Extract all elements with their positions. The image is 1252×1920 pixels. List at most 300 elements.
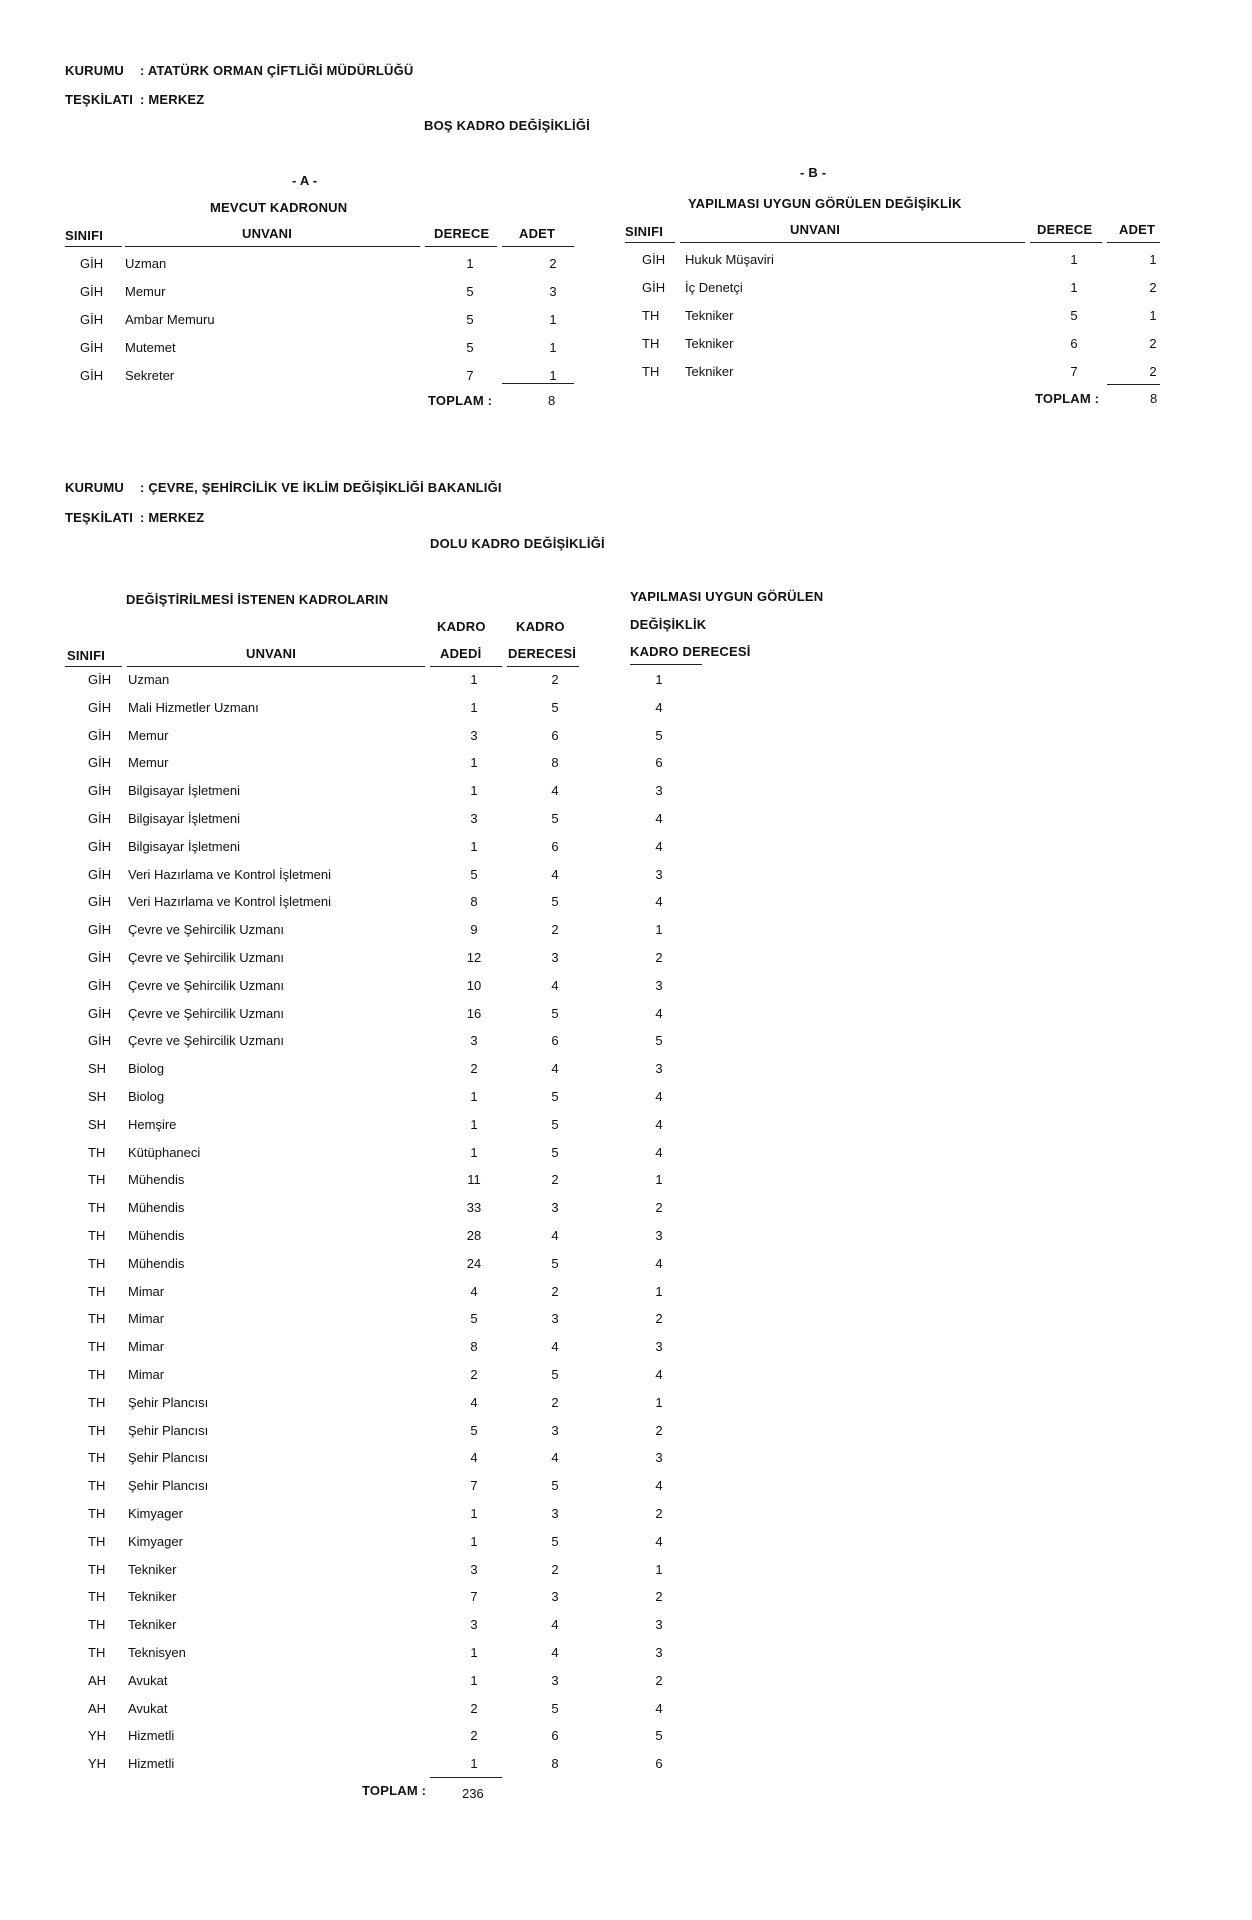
cell-kadro-adedi: 5 <box>470 1422 478 1438</box>
cell-yeni-derece: 4 <box>655 1700 663 1716</box>
cell-yeni-derece: 1 <box>655 1172 663 1188</box>
divider <box>680 242 1025 243</box>
cell-sinifi: GİH <box>88 1005 112 1021</box>
cell-yeni-derece: 1 <box>655 1394 663 1410</box>
cell-kadro-derecesi: 5 <box>551 1533 559 1549</box>
table-row <box>0 308 1200 328</box>
table-row <box>0 839 800 859</box>
table-row <box>0 1450 800 1470</box>
cell-kadro-adedi: 33 <box>466 1200 482 1216</box>
cell-unvani: Mimar <box>128 1339 165 1355</box>
table-b-marker: - B - <box>800 165 827 180</box>
cell-unvani: Hizmetli <box>128 1756 175 1772</box>
table-row <box>0 1562 800 1582</box>
teskilati-value: : MERKEZ <box>140 510 205 525</box>
cell-kadro-derecesi: 8 <box>551 1756 559 1772</box>
cell-kadro-adedi: 1 <box>470 672 478 687</box>
cell-kadro-derecesi: 5 <box>551 1144 559 1160</box>
cell-yeni-derece: 6 <box>655 755 663 771</box>
cell-unvani: Mimar <box>128 1367 165 1382</box>
teskilati-label: TEŞKİLATI <box>65 510 133 525</box>
table-row <box>0 1339 800 1359</box>
cell-unvani: Şehir Plancısı <box>128 1422 209 1438</box>
cell-unvani: Şehir Plancısı <box>128 1450 209 1466</box>
cell-kadro-adedi: 9 <box>470 922 478 938</box>
table-a-col-unvani: UNVANI <box>242 226 293 241</box>
cell-unvani: Hizmetli <box>128 1728 175 1744</box>
cell-kadro-adedi: 2 <box>470 1700 478 1716</box>
cell-adet: 2 <box>1149 280 1157 295</box>
cell-kadro-adedi: 2 <box>470 1061 478 1077</box>
cell-kadro-adedi: 1 <box>470 1756 478 1772</box>
table-b-col-sinifi: SINIFI <box>625 224 664 239</box>
table-row <box>0 1367 800 1387</box>
cell-unvani: Kimyager <box>128 1533 183 1549</box>
table-a-toplam-value: 8 <box>548 393 556 408</box>
cell-kadro-derecesi: 8 <box>551 755 559 771</box>
cell-sinifi: SH <box>88 1061 107 1077</box>
cell-kadro-adedi: 1 <box>470 783 478 799</box>
table-row <box>0 1423 800 1443</box>
cell-yeni-derece: 1 <box>655 1561 663 1577</box>
table-row <box>0 1006 800 1026</box>
cell-kadro-derecesi: 4 <box>551 866 559 882</box>
cell-unvani: Veri Hazırlama ve Kontrol İşletmeni <box>128 894 332 910</box>
cell-sinifi: TH <box>88 1339 106 1355</box>
cell-unvani: Biolog <box>128 1089 165 1104</box>
cell-yeni-derece: 2 <box>655 1672 663 1688</box>
cell-yeni-derece: 2 <box>655 1589 663 1605</box>
table-row <box>0 1117 800 1137</box>
cell-kadro-derecesi: 5 <box>551 1255 559 1271</box>
cell-unvani: Mühendis <box>128 1255 185 1271</box>
cell-kadro-derecesi: 5 <box>551 1005 559 1021</box>
cell-kadro-adedi: 2 <box>470 1728 478 1744</box>
cell-adet: 2 <box>549 256 557 271</box>
cell-kadro-adedi: 1 <box>470 838 478 854</box>
cell-kadro-derecesi: 3 <box>551 950 559 965</box>
cell-kadro-adedi: 5 <box>470 1311 478 1327</box>
table-row <box>0 1228 800 1248</box>
cell-unvani: Kimyager <box>128 1506 183 1521</box>
cell-unvani: Memur <box>125 284 166 299</box>
cell-sinifi: GİH <box>88 783 112 799</box>
cell-yeni-derece: 4 <box>655 1005 663 1021</box>
table-row <box>0 1617 800 1637</box>
table-row <box>0 811 800 831</box>
cell-kadro-derecesi: 4 <box>551 1061 559 1077</box>
cell-kadro-adedi: 2 <box>470 1367 478 1382</box>
table-row <box>0 922 800 942</box>
cell-kadro-adedi: 1 <box>470 699 478 715</box>
cell-unvani: Tekniker <box>685 336 734 351</box>
cell-kadro-adedi: 3 <box>470 727 478 743</box>
table-row <box>0 336 1200 356</box>
cell-sinifi: TH <box>642 308 660 323</box>
kurumu-value: : ÇEVRE, ŞEHİRCİLİK VE İKLİM DEĞİŞİKLİĞİ BAKANLIĞI <box>140 480 502 495</box>
table-row <box>0 1284 800 1304</box>
cell-kadro-derecesi: 4 <box>551 1645 559 1660</box>
cell-yeni-derece: 3 <box>655 1617 663 1633</box>
cell-derece: 5 <box>466 312 474 327</box>
cell-sinifi: TH <box>88 1144 106 1160</box>
table-row <box>0 252 1200 272</box>
table-row <box>0 700 800 720</box>
table-row <box>0 280 1200 300</box>
cell-kadro-adedi: 3 <box>470 1033 478 1049</box>
divider <box>625 242 675 243</box>
cell-unvani: Memur <box>128 755 169 771</box>
table-row <box>0 1145 800 1165</box>
cell-yeni-derece: 4 <box>655 1533 663 1549</box>
cell-kadro-derecesi: 4 <box>551 1228 559 1243</box>
cell-sinifi: TH <box>88 1533 106 1549</box>
table-b-toplam-label: TOPLAM : <box>1035 391 1100 406</box>
cell-derece: 5 <box>466 340 474 355</box>
cell-unvani: Çevre ve Şehircilik Uzmanı <box>128 922 285 938</box>
cell-adet: 1 <box>549 368 557 383</box>
table-row <box>0 1756 800 1776</box>
table-row <box>0 728 800 748</box>
cell-sinifi: GİH <box>88 922 112 938</box>
cell-kadro-derecesi: 2 <box>551 922 559 938</box>
cell-sinifi: TH <box>88 1645 106 1660</box>
cell-sinifi: GİH <box>80 312 104 327</box>
cell-kadro-adedi: 7 <box>470 1478 478 1494</box>
cell-kadro-adedi: 3 <box>470 811 478 826</box>
cell-yeni-derece: 6 <box>655 1756 663 1772</box>
cell-yeni-derece: 4 <box>655 699 663 715</box>
cell-sinifi: GİH <box>80 340 104 355</box>
cell-unvani: Bilgisayar İşletmeni <box>128 783 240 799</box>
cell-derece: 1 <box>1070 280 1078 295</box>
cell-sinifi: GİH <box>80 256 104 271</box>
cell-unvani: Sekreter <box>125 368 175 383</box>
cell-kadro-adedi: 8 <box>470 894 478 910</box>
table-row <box>0 1395 800 1415</box>
cell-unvani: Mühendis <box>128 1228 185 1243</box>
cell-sinifi: TH <box>642 336 660 351</box>
table-a-toplam-label: TOPLAM : <box>428 393 493 408</box>
cell-kadro-adedi: 1 <box>470 1533 478 1549</box>
dolu-kadro-title: DOLU KADRO DEĞİŞİKLİĞİ <box>430 536 605 551</box>
table-row <box>0 1506 800 1526</box>
table-row <box>0 867 800 887</box>
bos-kadro-title: BOŞ KADRO DEĞİŞİKLİĞİ <box>424 118 590 133</box>
cell-kadro-derecesi: 4 <box>551 977 559 993</box>
cell-adet: 3 <box>549 284 557 299</box>
cell-yeni-derece: 1 <box>655 922 663 938</box>
cell-yeni-derece: 2 <box>655 950 663 965</box>
cell-yeni-derece: 2 <box>655 1200 663 1216</box>
table-row <box>0 1172 800 1192</box>
cell-yeni-derece: 4 <box>655 1478 663 1494</box>
cell-yeni-derece: 4 <box>655 1116 663 1132</box>
cell-kadro-derecesi: 2 <box>551 1394 559 1410</box>
table-row <box>0 1701 800 1721</box>
cell-sinifi: TH <box>88 1589 106 1605</box>
cell-kadro-derecesi: 3 <box>551 1506 559 1521</box>
cell-sinifi: TH <box>88 1617 106 1633</box>
table-row <box>0 950 800 970</box>
cell-kadro-derecesi: 6 <box>551 1728 559 1744</box>
cell-unvani: Hemşire <box>128 1116 177 1132</box>
cell-yeni-derece: 1 <box>655 672 663 687</box>
table-row <box>0 1589 800 1609</box>
dolu-toplam-label: TOPLAM : <box>362 1783 427 1798</box>
cell-sinifi: TH <box>88 1172 106 1188</box>
cell-sinifi: TH <box>88 1561 106 1577</box>
cell-adet: 1 <box>549 340 557 355</box>
table-a-col-adet: ADET <box>519 226 556 241</box>
cell-kadro-derecesi: 2 <box>551 1561 559 1577</box>
cell-sinifi: GİH <box>88 838 112 854</box>
cell-derece: 7 <box>466 368 474 383</box>
cell-kadro-derecesi: 6 <box>551 1033 559 1049</box>
divider <box>65 246 122 247</box>
cell-kadro-adedi: 1 <box>470 755 478 771</box>
cell-sinifi: SH <box>88 1116 107 1132</box>
table-a-col-derece: DERECE <box>434 226 490 241</box>
table-row <box>0 783 800 803</box>
divider <box>507 666 579 667</box>
cell-unvani: Memur <box>128 727 169 743</box>
divider <box>1107 242 1160 243</box>
cell-yeni-derece: 3 <box>655 1228 663 1243</box>
table-row <box>0 1311 800 1331</box>
divider <box>630 664 702 665</box>
cell-unvani: Tekniker <box>128 1561 177 1577</box>
cell-unvani: Tekniker <box>685 308 734 323</box>
table-b-heading: YAPILMASI UYGUN GÖRÜLEN DEĞİŞİKLİK <box>688 196 962 211</box>
cell-sinifi: GİH <box>642 252 666 267</box>
cell-sinifi: SH <box>88 1089 107 1104</box>
cell-unvani: Şehir Plancısı <box>128 1478 209 1494</box>
cell-unvani: Uzman <box>128 672 170 687</box>
kurumu-label: KURUMU <box>65 480 124 495</box>
cell-sinifi: GİH <box>88 1033 112 1049</box>
cell-kadro-derecesi: 5 <box>551 699 559 715</box>
cell-unvani: Ambar Memuru <box>125 312 215 327</box>
cell-kadro-derecesi: 6 <box>551 838 559 854</box>
right-heading-3: KADRO DERECESİ <box>630 644 751 659</box>
cell-sinifi: YH <box>88 1728 107 1744</box>
cell-yeni-derece: 4 <box>655 1367 663 1382</box>
cell-yeni-derece: 4 <box>655 811 663 826</box>
col-adedi-line1: KADRO <box>437 619 486 634</box>
cell-kadro-adedi: 12 <box>466 950 482 965</box>
cell-derece: 1 <box>466 256 474 271</box>
cell-derece: 1 <box>1070 252 1078 267</box>
divider <box>127 666 425 667</box>
table-row <box>0 1478 800 1498</box>
right-heading-2: DEĞİŞİKLİK <box>630 617 707 632</box>
cell-sinifi: YH <box>88 1756 107 1772</box>
table-row <box>0 1534 800 1554</box>
cell-sinifi: AH <box>88 1700 107 1716</box>
table-row <box>0 1200 800 1220</box>
cell-yeni-derece: 2 <box>655 1311 663 1327</box>
cell-adet: 2 <box>1149 364 1157 379</box>
cell-unvani: Tekniker <box>128 1617 177 1633</box>
cell-kadro-derecesi: 3 <box>551 1422 559 1438</box>
divider <box>502 246 574 247</box>
cell-kadro-derecesi: 4 <box>551 1450 559 1466</box>
cell-adet: 1 <box>549 312 557 327</box>
cell-sinifi: GİH <box>80 368 104 383</box>
col-adedi-line2: ADEDİ <box>440 646 482 661</box>
cell-sinifi: GİH <box>88 755 112 771</box>
table-row <box>0 1256 800 1276</box>
cell-yeni-derece: 5 <box>655 1033 663 1049</box>
cell-kadro-derecesi: 3 <box>551 1200 559 1216</box>
cell-yeni-derece: 3 <box>655 783 663 799</box>
cell-kadro-derecesi: 3 <box>551 1672 559 1688</box>
cell-sinifi: GİH <box>88 894 112 910</box>
cell-yeni-derece: 3 <box>655 1645 663 1660</box>
cell-unvani: Çevre ve Şehircilik Uzmanı <box>128 1033 285 1049</box>
cell-unvani: Mühendis <box>128 1172 185 1188</box>
table-row <box>0 978 800 998</box>
cell-adet: 2 <box>1149 336 1157 351</box>
kurumu-value: : ATATÜRK ORMAN ÇİFTLİĞİ MÜDÜRLÜĞÜ <box>140 63 414 78</box>
cell-unvani: Mutemet <box>125 340 176 355</box>
cell-kadro-derecesi: 2 <box>551 672 559 687</box>
cell-yeni-derece: 3 <box>655 977 663 993</box>
cell-kadro-derecesi: 2 <box>551 1283 559 1299</box>
cell-unvani: Hukuk Müşaviri <box>685 252 774 267</box>
table-row <box>0 364 1200 384</box>
cell-sinifi: GİH <box>88 672 112 687</box>
cell-kadro-adedi: 11 <box>467 1172 481 1188</box>
cell-sinifi: GİH <box>88 866 112 882</box>
cell-adet: 1 <box>1149 252 1157 267</box>
cell-kadro-adedi: 7 <box>470 1589 478 1605</box>
cell-yeni-derece: 4 <box>655 1144 663 1160</box>
cell-kadro-adedi: 1 <box>470 1506 478 1521</box>
cell-kadro-adedi: 1 <box>470 1089 478 1104</box>
cell-sinifi: AH <box>88 1672 107 1688</box>
cell-kadro-derecesi: 5 <box>551 1089 559 1104</box>
cell-unvani: Bilgisayar İşletmeni <box>128 838 240 854</box>
cell-yeni-derece: 3 <box>655 1450 663 1466</box>
cell-sinifi: GİH <box>80 284 104 299</box>
cell-unvani: Avukat <box>128 1700 168 1716</box>
cell-kadro-adedi: 1 <box>470 1672 478 1688</box>
cell-derece: 7 <box>1070 364 1078 379</box>
teskilati-value: : MERKEZ <box>140 92 205 107</box>
cell-unvani: Şehir Plancısı <box>128 1394 209 1410</box>
cell-unvani: Mimar <box>128 1311 165 1327</box>
cell-sinifi: TH <box>88 1478 106 1494</box>
cell-kadro-adedi: 24 <box>466 1255 482 1271</box>
cell-kadro-derecesi: 3 <box>551 1589 559 1605</box>
table-row <box>0 1089 800 1109</box>
cell-kadro-derecesi: 5 <box>551 811 559 826</box>
cell-kadro-adedi: 4 <box>470 1450 478 1466</box>
cell-derece: 5 <box>466 284 474 299</box>
cell-kadro-derecesi: 4 <box>551 1339 559 1355</box>
cell-sinifi: TH <box>88 1200 106 1216</box>
table-row <box>0 1728 800 1748</box>
cell-yeni-derece: 3 <box>655 866 663 882</box>
cell-yeni-derece: 5 <box>655 727 663 743</box>
divider <box>1107 384 1160 385</box>
cell-yeni-derece: 4 <box>655 894 663 910</box>
cell-derece: 6 <box>1070 336 1078 351</box>
cell-kadro-adedi: 5 <box>470 866 478 882</box>
cell-unvani: Mali Hizmetler Uzmanı <box>128 699 259 715</box>
cell-kadro-adedi: 8 <box>470 1339 478 1355</box>
table-b-col-unvani: UNVANI <box>790 222 841 237</box>
divider <box>1030 242 1102 243</box>
cell-kadro-adedi: 16 <box>466 1005 482 1021</box>
divider <box>425 246 497 247</box>
table-b-col-derece: DERECE <box>1037 222 1093 237</box>
kurumu-label: KURUMU <box>65 63 124 78</box>
cell-sinifi: TH <box>88 1506 106 1521</box>
cell-kadro-adedi: 1 <box>470 1645 478 1660</box>
cell-kadro-derecesi: 5 <box>551 1367 559 1382</box>
cell-yeni-derece: 2 <box>655 1422 663 1438</box>
table-b-toplam-value: 8 <box>1150 391 1158 406</box>
cell-kadro-derecesi: 2 <box>551 1172 559 1188</box>
divider <box>430 1777 502 1778</box>
divider <box>430 666 502 667</box>
cell-yeni-derece: 4 <box>655 838 663 854</box>
cell-yeni-derece: 3 <box>655 1061 663 1077</box>
cell-yeni-derece: 2 <box>655 1506 663 1521</box>
cell-unvani: Çevre ve Şehircilik Uzmanı <box>128 977 285 993</box>
cell-unvani: Çevre ve Şehircilik Uzmanı <box>128 950 285 965</box>
cell-sinifi: GİH <box>88 699 112 715</box>
cell-kadro-derecesi: 5 <box>551 894 559 910</box>
cell-sinifi: GİH <box>88 811 112 826</box>
cell-sinifi: TH <box>642 364 660 379</box>
cell-kadro-adedi: 1 <box>470 1116 478 1132</box>
cell-unvani: Uzman <box>125 256 167 271</box>
teskilati-label: TEŞKİLATI <box>65 92 133 107</box>
cell-kadro-derecesi: 5 <box>551 1478 559 1494</box>
cell-sinifi: TH <box>88 1394 106 1410</box>
cell-kadro-derecesi: 4 <box>551 783 559 799</box>
cell-unvani: Teknisyen <box>128 1645 186 1660</box>
col-derecesi-line1: KADRO <box>516 619 565 634</box>
table-row <box>0 894 800 914</box>
cell-unvani: Bilgisayar İşletmeni <box>128 811 240 826</box>
col-unvani: UNVANI <box>246 646 297 661</box>
cell-sinifi: TH <box>88 1367 106 1382</box>
dolu-toplam-value: 236 <box>462 1786 484 1801</box>
cell-sinifi: TH <box>88 1255 106 1271</box>
cell-yeni-derece: 3 <box>655 1339 663 1355</box>
cell-sinifi: TH <box>88 1422 106 1438</box>
cell-sinifi: TH <box>88 1228 106 1243</box>
cell-derece: 5 <box>1070 308 1078 323</box>
cell-kadro-adedi: 4 <box>470 1283 478 1299</box>
table-a-marker: - A - <box>292 173 318 188</box>
cell-sinifi: GİH <box>88 727 112 743</box>
cell-kadro-adedi: 3 <box>470 1561 478 1577</box>
cell-sinifi: TH <box>88 1450 106 1466</box>
table-row <box>0 1033 800 1053</box>
cell-sinifi: GİH <box>88 977 112 993</box>
cell-kadro-adedi: 10 <box>466 977 482 993</box>
divider <box>65 666 122 667</box>
cell-unvani: Tekniker <box>685 364 734 379</box>
table-b-col-adet: ADET <box>1119 222 1156 237</box>
cell-yeni-derece: 1 <box>655 1283 663 1299</box>
